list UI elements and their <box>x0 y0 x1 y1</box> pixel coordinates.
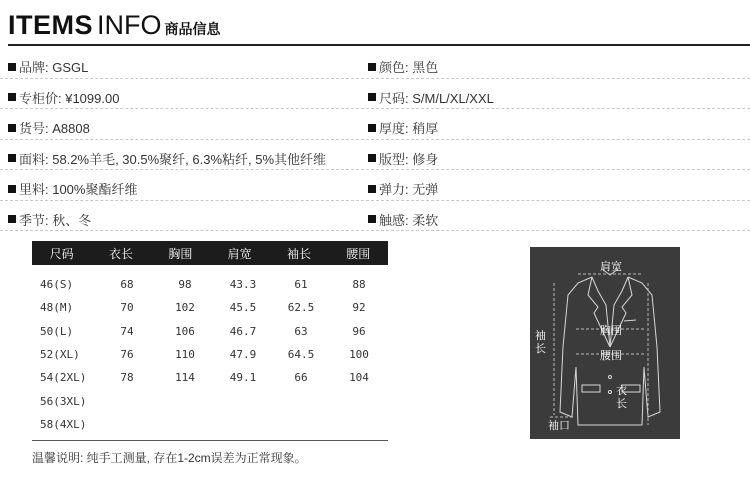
attribute-text: 里料: 100%聚酯纤维 <box>19 182 138 197</box>
attribute-left <box>8 57 88 76</box>
header-cell: 袖长 <box>286 246 311 261</box>
attribute-text: 货号: A8808 <box>19 121 90 136</box>
items-info-header <box>8 10 221 44</box>
table-cell: 110 <box>175 348 195 362</box>
table-cell: 49.1 <box>229 371 257 385</box>
header-cell: 尺码 <box>49 246 74 261</box>
table-cell: 104 <box>349 371 369 385</box>
table-cell: 64.5 <box>287 348 315 362</box>
table-cell: 100 <box>349 348 369 362</box>
cuff-label: 袖口 <box>548 420 570 432</box>
attribute-row <box>0 170 750 201</box>
table-cell: 50(L) <box>40 324 74 338</box>
attribute-right <box>368 88 494 107</box>
table-cell: 96 <box>352 324 366 338</box>
table-cell: 92 <box>352 301 366 315</box>
attribute-row <box>0 140 750 171</box>
attribute-left <box>8 88 119 107</box>
attribute-text: 品牌: GSGL <box>19 60 89 75</box>
table-cell: 47.9 <box>229 348 257 362</box>
attribute-text: 专柜价: ¥1099.00 <box>19 90 120 106</box>
length-label-2: 长 <box>616 398 627 410</box>
length-label <box>616 385 628 411</box>
attribute-text: 季节: 秋、冬 <box>19 212 92 228</box>
table-cell: 54(2XL) <box>40 371 87 385</box>
bullet-square-icon <box>368 93 376 101</box>
attribute-text: 厚度: 稍厚 <box>379 121 439 136</box>
attribute-text: 版型: 修身 <box>379 151 439 167</box>
bullet-square-icon <box>368 63 376 71</box>
attribute-text: 触感: 柔软 <box>379 212 439 228</box>
attribute-left <box>8 118 90 137</box>
table-row <box>32 320 388 343</box>
sleeve-label-2: 长 <box>535 343 546 355</box>
table-cell: 46(S) <box>40 278 74 292</box>
table-cell: 63 <box>294 324 308 338</box>
table-cell: 61 <box>294 278 308 292</box>
attribute-text: 弹力: 无弹 <box>379 182 439 197</box>
sleeve-label <box>535 330 547 356</box>
header-info: INFO <box>97 10 162 40</box>
table-cell: 114 <box>175 371 195 385</box>
table-cell: 70 <box>120 301 134 315</box>
attribute-left <box>8 149 326 168</box>
table-row <box>32 296 388 319</box>
attribute-text: 尺码: S/M/L/XL/XXL <box>379 90 494 106</box>
attribute-text: 颜色: 黑色 <box>379 60 439 75</box>
table-cell: 66 <box>294 371 308 385</box>
attribute-row <box>0 201 750 232</box>
header-cell: 衣长 <box>108 246 133 261</box>
header-cell: 肩宽 <box>227 246 252 261</box>
jacket-outline-icon <box>530 247 680 439</box>
table-cell: 106 <box>175 324 195 338</box>
bullet-square-icon <box>8 63 16 71</box>
size-table-body <box>32 265 388 436</box>
table-cell: 74 <box>120 324 134 338</box>
table-cell: 46.7 <box>229 324 257 338</box>
bullet-square-icon <box>368 215 376 223</box>
bullet-square-icon <box>8 215 16 223</box>
header-items: ITEMS <box>8 10 94 40</box>
attribute-right <box>368 118 438 137</box>
attribute-left <box>8 179 137 198</box>
waist-label: 腰围 <box>600 350 622 362</box>
table-bottom-line <box>32 440 388 441</box>
table-cell: 102 <box>175 301 195 315</box>
table-cell: 78 <box>120 371 134 385</box>
attribute-right <box>368 57 438 76</box>
table-row <box>32 343 388 366</box>
bullet-square-icon <box>368 185 376 193</box>
attribute-list <box>0 48 750 231</box>
attribute-right <box>368 210 438 229</box>
table-cell: 56(3XL) <box>40 394 87 408</box>
attribute-right <box>368 149 438 168</box>
shoulder-label: 肩宽 <box>600 261 622 273</box>
attribute-text: 面料: 58.2%羊毛, 30.5%聚纤, 6.3%粘纤, 5%其他纤维 <box>19 151 327 167</box>
table-row <box>32 389 388 412</box>
header-cell: 胸围 <box>168 246 193 261</box>
table-cell: 43.3 <box>229 278 257 292</box>
length-label-1: 衣 <box>616 385 627 397</box>
jacket-measurement-diagram <box>530 247 680 439</box>
bullet-square-icon <box>368 154 376 162</box>
table-cell: 98 <box>178 278 192 292</box>
bullet-square-icon <box>8 124 16 132</box>
table-cell: 76 <box>120 348 134 362</box>
attribute-row <box>0 79 750 110</box>
bullet-square-icon <box>368 124 376 132</box>
chest-label: 胸围 <box>600 325 622 337</box>
attribute-left <box>8 210 91 229</box>
attribute-row <box>0 48 750 79</box>
table-cell: 52(XL) <box>40 348 80 362</box>
attribute-right <box>368 179 438 198</box>
bullet-square-icon <box>8 93 16 101</box>
header-divider <box>8 44 750 46</box>
bullet-square-icon <box>8 154 16 162</box>
attribute-row <box>0 109 750 140</box>
table-row <box>32 273 388 296</box>
header-cn: 商品信息 <box>164 21 221 37</box>
header-cell: 腰围 <box>346 246 371 261</box>
sleeve-label-1: 袖 <box>535 330 546 342</box>
table-cell: 88 <box>352 278 366 292</box>
size-table-header <box>32 241 388 265</box>
measurement-note: 温馨说明: 纯手工测量, 存在1-2cm误差为正常现象。 <box>32 451 307 465</box>
table-cell: 58(4XL) <box>40 417 87 431</box>
table-cell: 48(M) <box>40 301 74 315</box>
table-cell: 62.5 <box>287 301 315 315</box>
table-cell: 68 <box>120 278 134 292</box>
bullet-square-icon <box>8 185 16 193</box>
table-row <box>32 366 388 389</box>
table-row <box>32 413 388 436</box>
table-cell: 45.5 <box>229 301 257 315</box>
size-table <box>32 241 388 436</box>
